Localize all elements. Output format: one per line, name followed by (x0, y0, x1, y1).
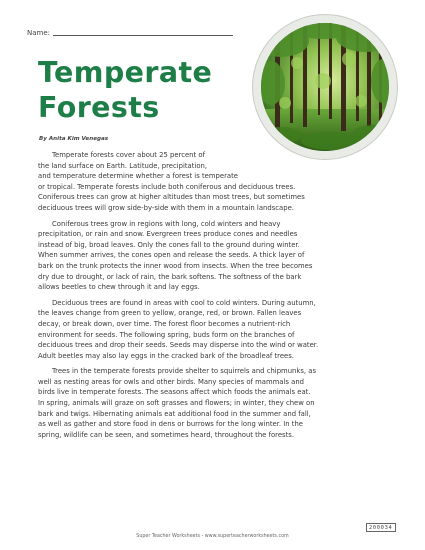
paragraph-line: spring, wildlife can be seen, and sometimes heard, throughout the forests. (38, 430, 295, 439)
page-title (38, 55, 212, 125)
paragraph-line: precipitation, or rain and snow. Evergreen trees produce cones and needles (38, 230, 298, 239)
forest-photo (261, 23, 389, 151)
paragraph-line: bark and twigs. Hibernating animals eat additional food in the summer and fall, (38, 409, 311, 418)
paragraph-line: deciduous trees will grow side-by-side with them in a mountain landscape. (38, 203, 294, 212)
paragraph-line: Coniferous trees grow in regions with long, cold winters and heavy (52, 219, 281, 228)
paragraph-line: the leaves change from green to yellow, orange, red, or brown. Fallen leaves (38, 309, 302, 318)
paragraph-line: as well as gather and store food in dens or burrows for the long winter. In the (38, 420, 304, 429)
paragraph-line: bark on the trunk protects the inner wood from insects. When the tree becomes (38, 261, 313, 270)
author-byline: By Anita Kim Venegas (39, 136, 109, 142)
paragraph-line: When summer arrives, the cones open and release the seeds. A thick layer of (38, 251, 305, 260)
paragraph-line: environment for seeds. The following spring, buds form on the branches of (38, 330, 295, 339)
paragraph-line: Trees in the temperate forests provide shelter to squirrels and chipmunks, as (52, 367, 317, 376)
paragraph-1 (38, 150, 390, 214)
title-line-2: Forests (38, 91, 160, 124)
paragraph-line: Deciduous trees are found in areas with cool to cold winters. During autumn, (52, 298, 316, 307)
paragraph-line: the land surface on Earth. Latitude, precipitation, (38, 161, 208, 170)
paragraph-line: deciduous trees and drop their seeds. Seeds may disperse into the wind or water. (38, 341, 319, 350)
paragraph-line: or tropical. Temperate forests include both coniferous and deciduous trees. (38, 182, 296, 191)
paragraph-line: birds live in temperate forests. The seasons affect which foods the animals eat. (38, 388, 311, 397)
paragraph-line: Coniferous trees can grow at higher altitudes than most trees, but sometimes (38, 193, 305, 202)
paragraph-line: allows beetles to chew through it and lay eggs. (38, 283, 200, 292)
paragraph-line: well as nesting areas for owls and other birds. Many species of mammals and (38, 377, 305, 386)
article-body (38, 150, 390, 445)
paragraph-line: dry due to drought, or lack of rain, the bark softens. The softness of the bark (38, 272, 302, 281)
title-line-1: Temperate (38, 56, 213, 89)
paragraph-4 (38, 366, 390, 440)
footer-credit: Super Teacher Worksheets - www.superteacherworksheets.com (136, 534, 289, 539)
paragraph-line: instead of big, broad leaves. Only the cones fall to the ground during winter. (38, 240, 300, 249)
name-blank-line[interactable] (53, 35, 233, 36)
name-field[interactable] (27, 29, 233, 37)
paragraph-2 (38, 219, 390, 293)
paragraph-line: Temperate forests cover about 25 percent of (52, 151, 205, 159)
paragraph-line: and temperature determine whether a forest is temperate (38, 172, 238, 181)
name-label: Name: (27, 29, 51, 37)
paragraph-line: decay, or break down, over time. The forest floor becomes a nutrient-rich (38, 319, 291, 328)
forest-illustration (261, 23, 389, 151)
paragraph-3 (38, 298, 390, 362)
paragraph-line: In spring, animals will graze on soft grasses and flowers; in winter, they chew on (38, 399, 315, 408)
paragraph-line: Adult beetles may also lay eggs in the cracked bark of the broadleaf trees. (38, 351, 294, 360)
worksheet-code: 200034 (366, 523, 396, 532)
